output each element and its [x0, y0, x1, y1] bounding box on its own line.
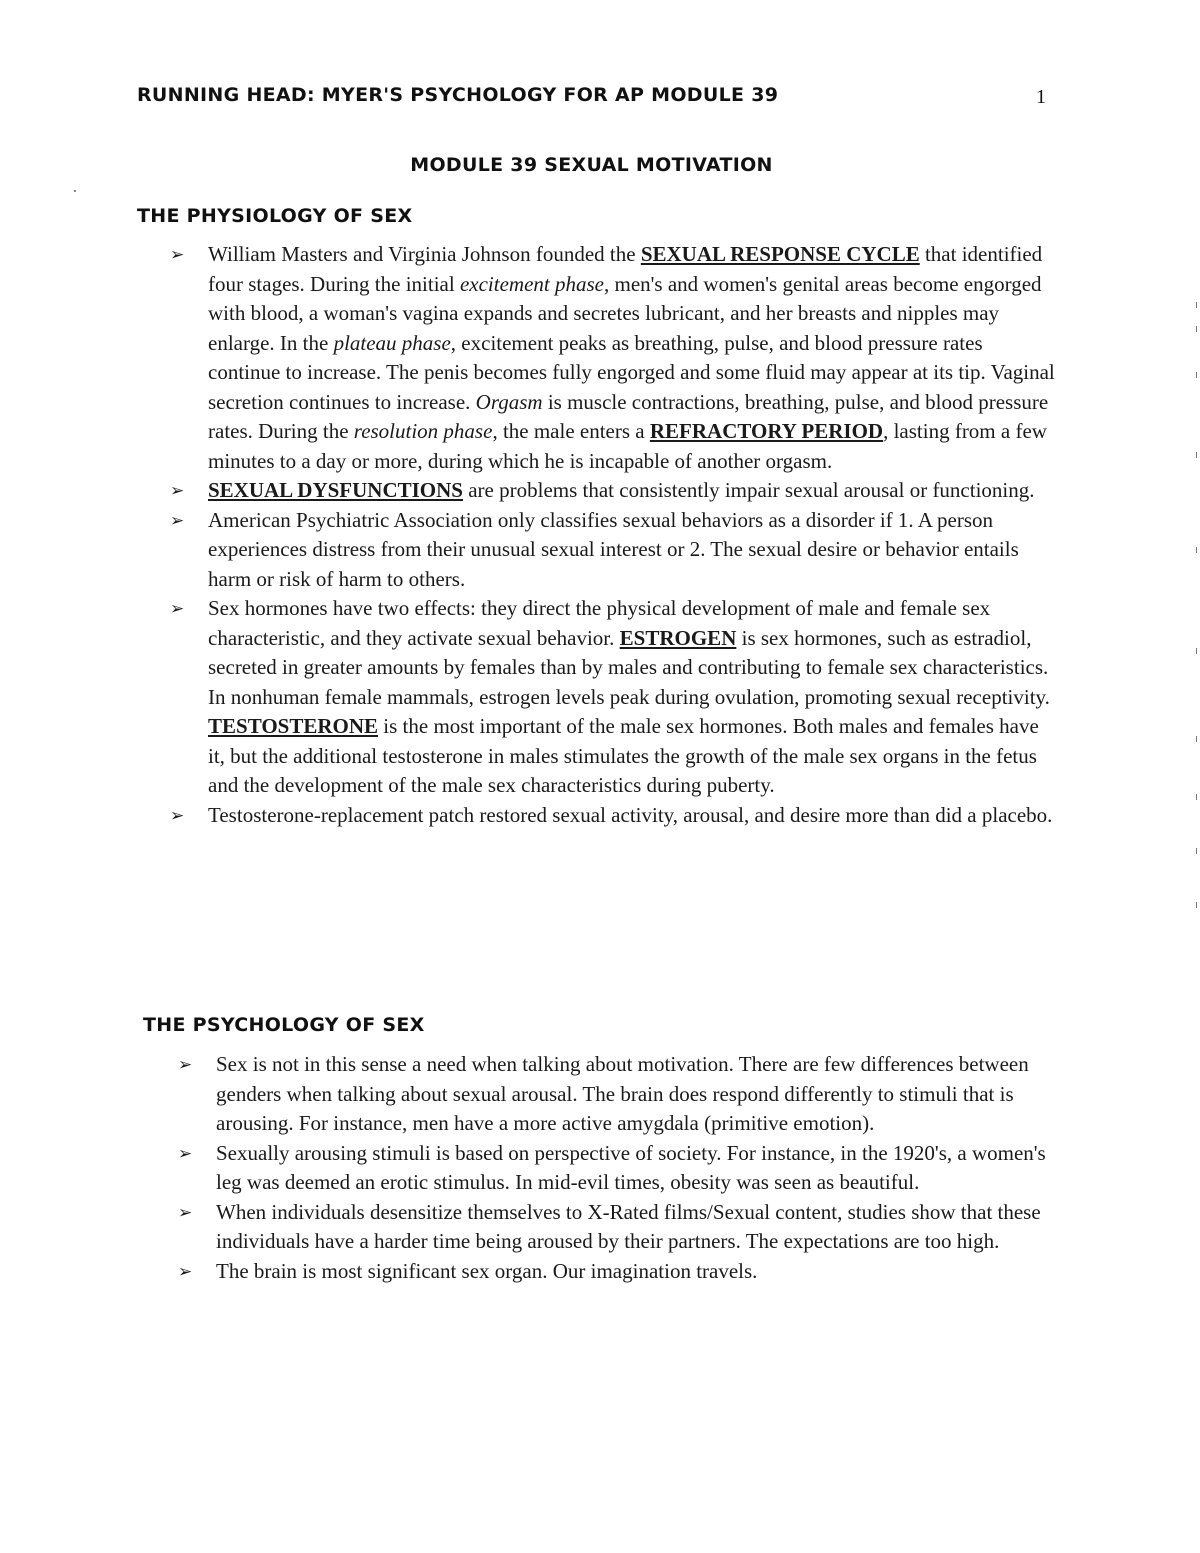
physiology-bullet-list [170, 240, 1060, 830]
psychology-bullet-list [178, 1050, 1068, 1286]
bullet-text: The brain is most significant sex organ. Our imagination travels. [216, 1258, 758, 1283]
bullet-text: is muscle contractions, breathing, pulse, and blood pressure rates. During the [208, 389, 1049, 443]
bullet-text: Sex is not in this sense a need when talking about motivation. There are few differences between genders when talking about sexual arousal. The brain does respond differently to stimuli that is arousing. For instance, men have a more active amygdala (primitive emotion). [216, 1052, 1029, 1135]
document-title: MODULE 39 SEXUAL MOTIVATION [410, 154, 773, 176]
page-number: 1 [1036, 86, 1046, 108]
bullet-text: William Masters and Virginia Johnson founded the [208, 242, 641, 266]
arrow-bullet-icon: ➢ [170, 805, 185, 826]
bullet-item [178, 1198, 1068, 1257]
key-term: ESTROGEN [619, 625, 737, 650]
scan-edge-mark [1196, 794, 1197, 800]
arrow-bullet-icon: ➢ [178, 1261, 193, 1282]
scan-dot [74, 190, 76, 192]
section-heading-psychology: THE PSYCHOLOGY OF SEX [143, 1014, 425, 1036]
running-head: RUNNING HEAD: MYER'S PSYCHOLOGY FOR AP MODULE 39 [137, 84, 779, 106]
bullet-text: , lasting from a few minutes to a day or more, during which he is incapable of another orgasm. [208, 419, 1047, 473]
scan-edge-mark [1196, 326, 1197, 332]
scan-edge-mark [1196, 848, 1197, 854]
bullet-text: , men's and women's genital areas become engorged with blood, a woman's vagina expands and secretes lubricant, and her breasts and nipples may enlarge. In the [208, 271, 1042, 355]
bullet-item [170, 506, 1060, 595]
italic-term: resolution phase [353, 419, 493, 443]
bullet-item [178, 1139, 1068, 1198]
arrow-bullet-icon: ➢ [170, 510, 185, 531]
bullet-item [170, 240, 1060, 476]
bullet-item [178, 1050, 1068, 1139]
italic-term: excitement phase [459, 271, 604, 296]
bullet-text: are problems that consistently impair sexual arousal or functioning. [462, 478, 1035, 502]
arrow-bullet-icon: ➢ [178, 1055, 193, 1075]
scan-edge-mark [1196, 372, 1197, 378]
bullet-item [170, 801, 1060, 831]
scan-edge-mark [1196, 736, 1197, 742]
arrow-bullet-icon: ➢ [170, 599, 185, 619]
key-term: SEXUAL DYSFUNCTIONS [208, 478, 463, 502]
bullet-text: , the male enters a [492, 419, 650, 443]
key-term: SEXUAL RESPONSE CYCLE [640, 242, 920, 266]
bullet-text: is the most important of the male sex hormones. Both males and females have it, but the additional testosterone in males stimulates the growth of the male sex organs in the fetus and the development of the male sex characteristics during puberty. [208, 714, 1039, 797]
scan-edge-mark [1196, 302, 1197, 308]
arrow-bullet-icon: ➢ [178, 1143, 193, 1164]
bullet-item [170, 594, 1060, 801]
section-heading-physiology: THE PHYSIOLOGY OF SEX [137, 205, 413, 227]
bullet-text: Testosterone-replacement patch restored sexual activity, arousal, and desire more than did a placebo. [208, 802, 1053, 827]
scan-edge-mark [1196, 547, 1197, 553]
arrow-bullet-icon: ➢ [170, 245, 185, 265]
italic-term: plateau phase [333, 330, 451, 355]
arrow-bullet-icon: ➢ [178, 1202, 193, 1223]
arrow-bullet-icon: ➢ [170, 481, 185, 501]
bullet-text: American Psychiatric Association only classifies sexual behaviors as a disorder if 1. A person experiences distress from their unusual sexual interest or 2. The sexual desire or behavior entails harm or risk of harm to others. [208, 507, 1019, 591]
italic-term: Orgasm [475, 389, 543, 414]
key-term: REFRACTORY PERIOD [649, 419, 884, 443]
bullet-text: is sex hormones, such as estradiol, secreted in greater amounts by females than by males and contributing to female sex characteristics. In nonhuman female mammals, estrogen levels peak during ovulation, promoting sexual receptivity. [208, 625, 1050, 709]
scan-edge-mark [1196, 902, 1197, 908]
bullet-text: that identified four stages. During the initial [208, 242, 1043, 296]
bullet-text: , excitement peaks as breathing, pulse, and blood pressure rates continue to increase. The penis becomes fully engorged and some fluid may appear at its tip. Vaginal secretion continues to increase. [208, 330, 1055, 414]
bullet-item [178, 1257, 1068, 1287]
bullet-text: Sex hormones have two effects: they direct the physical development of male and female sex characteristic, and they activate sexual behavior. [208, 596, 991, 650]
bullet-text: When individuals desensitize themselves to X-Rated films/Sexual content, studies show that these individuals have a harder time being aroused by their partners. The expectations are too high. [216, 1199, 1041, 1253]
bullet-text: Sexually arousing stimuli is based on perspective of society. For instance, in the 1920's, a women's leg was deemed an erotic stimulus. In mid-evil times, obesity was seen as beautiful. [216, 1140, 1046, 1194]
key-term: TESTOSTERONE [208, 714, 379, 738]
bullet-item [170, 476, 1060, 506]
scan-edge-mark [1196, 648, 1197, 654]
scan-edge-mark [1196, 452, 1197, 458]
